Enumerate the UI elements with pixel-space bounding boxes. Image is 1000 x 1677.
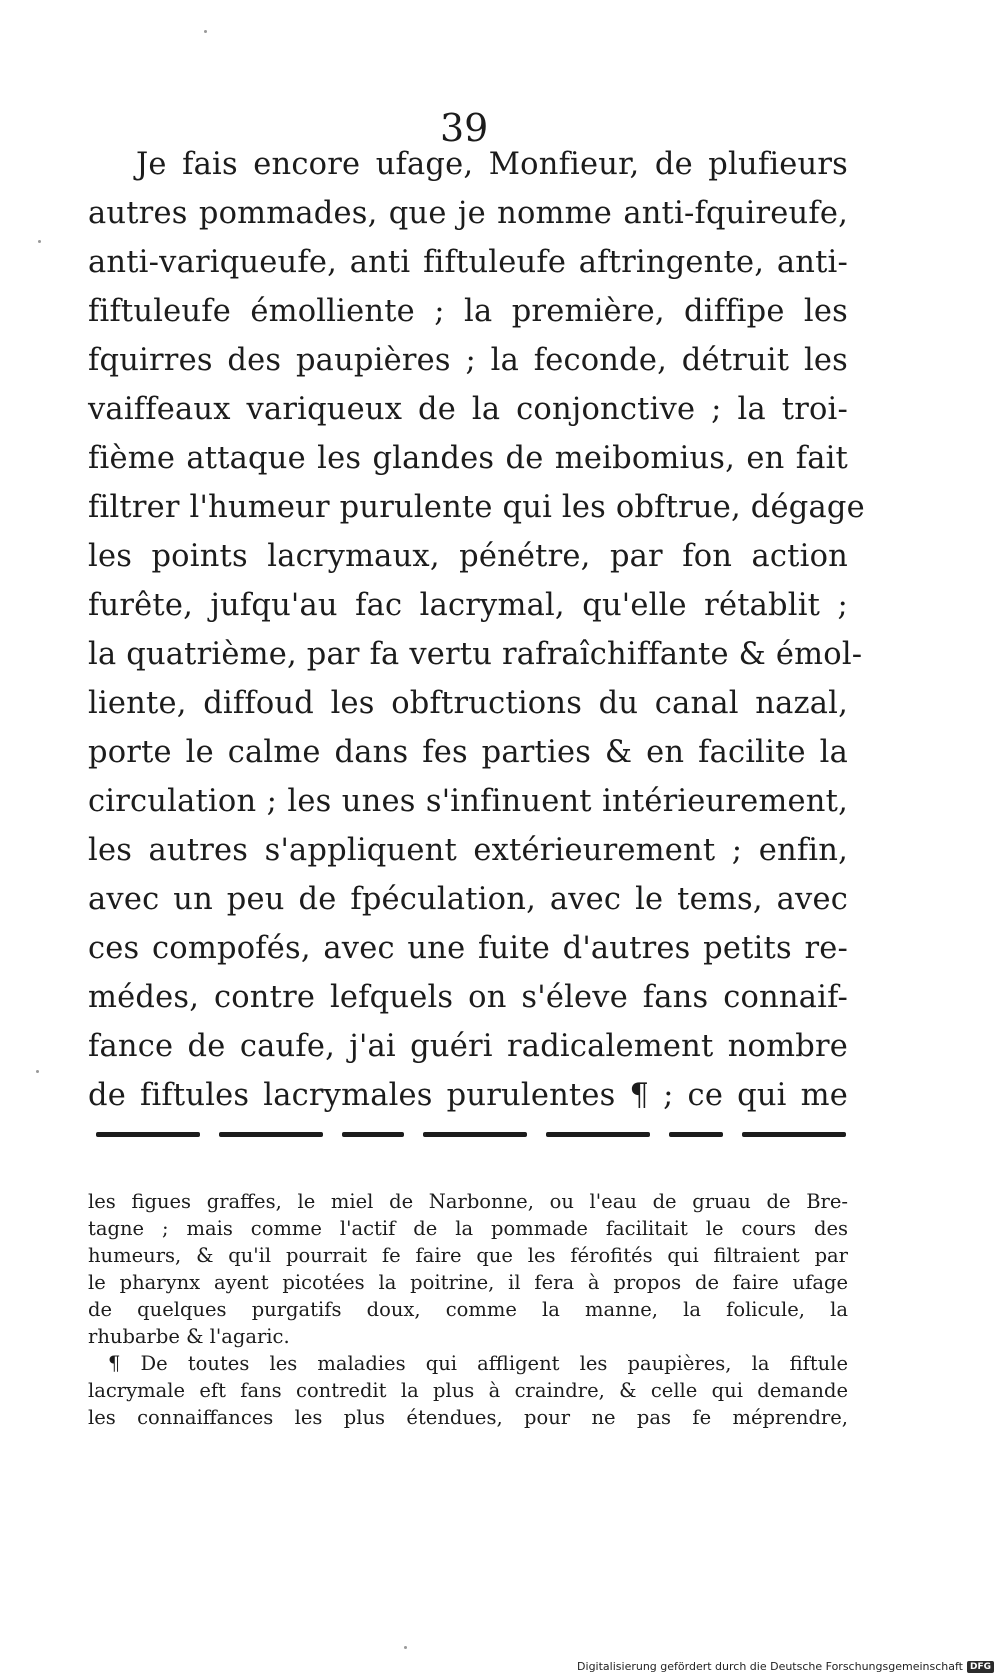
footnote-line: humeurs, & qu'il pourrait fe faire que les férofités qui filtraient par [88,1244,848,1267]
main-text-block [88,140,865,1120]
rule-segment [342,1132,404,1137]
footnote-line: de quelques purgatifs doux, comme la manne, la folicule, la [88,1298,848,1321]
footnote-line: les connaiffances les plus étendues, pour ne pas fe méprendre, [88,1406,848,1429]
footnote-separator-rule [96,1132,846,1137]
rule-segment [96,1132,200,1137]
rule-segment [219,1132,323,1137]
rule-segment [669,1132,723,1137]
main-text-line: de fiftules lacrymales purulentes ¶ ; ce qui me [88,1078,848,1113]
main-text-line: filtrer l'humeur purulente qui les obftrue, dégage [88,490,865,525]
paper-speck [38,240,41,243]
footnote-line: tagne ; mais comme l'actif de la pommade facilitait le cours des [88,1217,848,1240]
rule-segment [742,1132,846,1137]
rule-segment [546,1132,650,1137]
digitization-credit-text: Digitalisierung gefördert durch die Deutsche Forschungsgemeinschaft [577,1660,963,1673]
dfg-logo-icon: DFG [967,1661,994,1673]
main-text-line: anti-variqueufe, anti fiftuleufe aftringente, anti- [88,245,848,280]
main-text-line: furête, jufqu'au fac lacrymal, qu'elle rétablit ; [88,588,848,623]
footnote-line: les figues graffes, le miel de Narbonne, ou l'eau de gruau de Bre- [88,1190,848,1213]
main-text-line: médes, contre lefquels on s'éleve fans connaif- [88,980,848,1015]
paper-speck [404,1646,407,1649]
main-text-line: vaiffeaux variqueux de la conjonctive ; la troi- [88,392,848,427]
paper-speck [204,30,207,33]
main-text-line: les autres s'appliquent extérieurement ; enfin, [88,833,848,868]
main-text-line: les points lacrymaux, pénétre, par fon action [88,539,848,574]
paper-speck [36,1070,39,1073]
footnote-line: lacrymale eft fans contredit la plus à craindre, & celle qui demande [88,1379,848,1402]
main-text-line: fance de caufe, j'ai guéri radicalement nombre [88,1029,848,1064]
main-text-line: ces compofés, avec une fuite d'autres petits re- [88,931,848,966]
main-text-line: fième attaque les glandes de meibomius, en fait [88,441,848,476]
main-text-line: la quatrième, par fa vertu rafraîchiffante & émol- [88,637,863,672]
main-text-line: porte le calme dans fes parties & en facilite la [88,735,848,770]
footnote-line: rhubarbe & l'agaric. [88,1325,290,1348]
footnote-line: ¶ De toutes les maladies qui affligent les paupières, la fiftule [108,1352,848,1375]
footnotes-block [88,1188,848,1431]
main-text-line: fquirres des paupières ; la feconde, détruit les [88,343,848,378]
digitization-credit [577,1660,994,1674]
main-text-line: liente, diffoud les obftructions du canal nazal, [88,686,848,721]
main-text-line: circulation ; les unes s'infinuent intérieurement, [88,784,848,819]
rule-segment [423,1132,527,1137]
page-number: 39 [440,106,489,150]
main-text-line: autres pommades, que je nomme anti-fquireufe, [88,196,848,231]
footnote-line: le pharynx ayent picotées la poitrine, il fera à propos de faire ufage [88,1271,848,1294]
main-text-line: avec un peu de fpéculation, avec le tems, avec [88,882,848,917]
main-text-line: fiftuleufe émolliente ; la première, diffipe les [88,294,848,329]
main-text-line: Je fais encore ufage, Monfieur, de plufieurs [136,147,848,182]
